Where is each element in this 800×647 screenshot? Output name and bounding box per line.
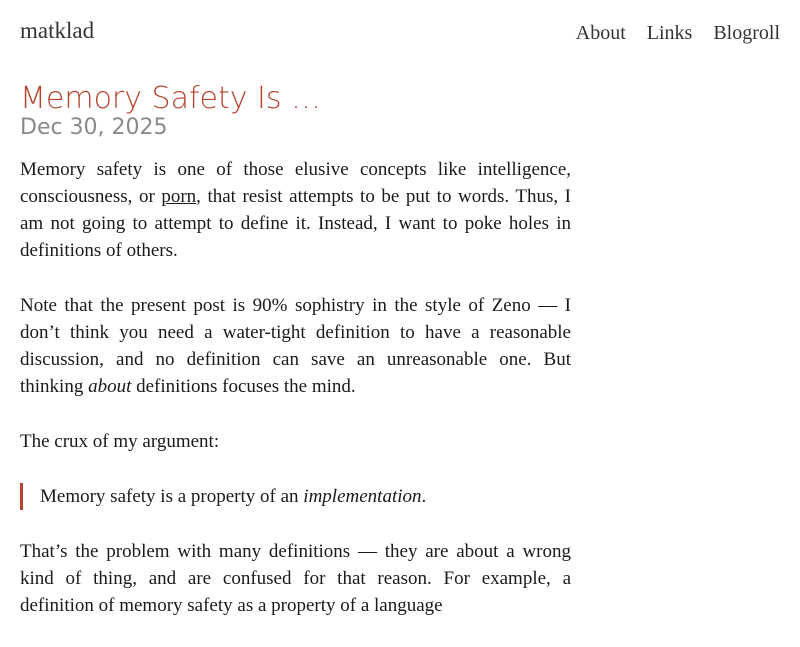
nav-blogroll-link[interactable]: Blogroll	[713, 22, 780, 44]
paragraph-text: Memory safety is one of those elusive concepts like intelligence, consciousness, or	[20, 159, 571, 207]
paragraph	[20, 156, 571, 264]
paragraph-text: Note that the present post is 90% sophistry in the style of Zeno — I don’t think you need a water-tight definition to have a reasonable discussion, and no definition can save an unreasonable one. But thinking	[20, 295, 571, 397]
paragraph: The crux of my argument:	[20, 431, 220, 452]
paragraph-text: definitions focuses the mind.	[131, 376, 356, 397]
post-content	[20, 156, 571, 619]
site-nav	[560, 22, 780, 45]
quote-text: .	[421, 486, 427, 507]
paragraph	[20, 292, 571, 400]
blockquote	[20, 483, 571, 510]
emphasis: about	[88, 376, 132, 397]
paragraph-text: , that resist attempts to be put to words. Thus, I am not going to attempt to define it. Instead, I want to poke holes in definitions of others.	[20, 186, 572, 261]
quote-text: Memory safety is a property of an	[40, 486, 304, 507]
site-title-link[interactable]: matklad	[20, 18, 95, 43]
emphasis: implementation	[303, 486, 422, 507]
paragraph: That’s the problem with many definitions — they are about a wrong kind of thing, and are confused for that reason. For example, a definition of memory safety as a property of a language	[20, 541, 571, 616]
site-header	[20, 18, 780, 52]
nav-about-link[interactable]: About	[575, 22, 626, 44]
nav-links-link[interactable]: Links	[646, 22, 693, 44]
post-title: Memory Safety Is …	[20, 81, 322, 116]
porn-link[interactable]: porn	[161, 186, 197, 207]
post-date: Dec 30, 2025	[20, 115, 168, 140]
article	[20, 80, 571, 647]
